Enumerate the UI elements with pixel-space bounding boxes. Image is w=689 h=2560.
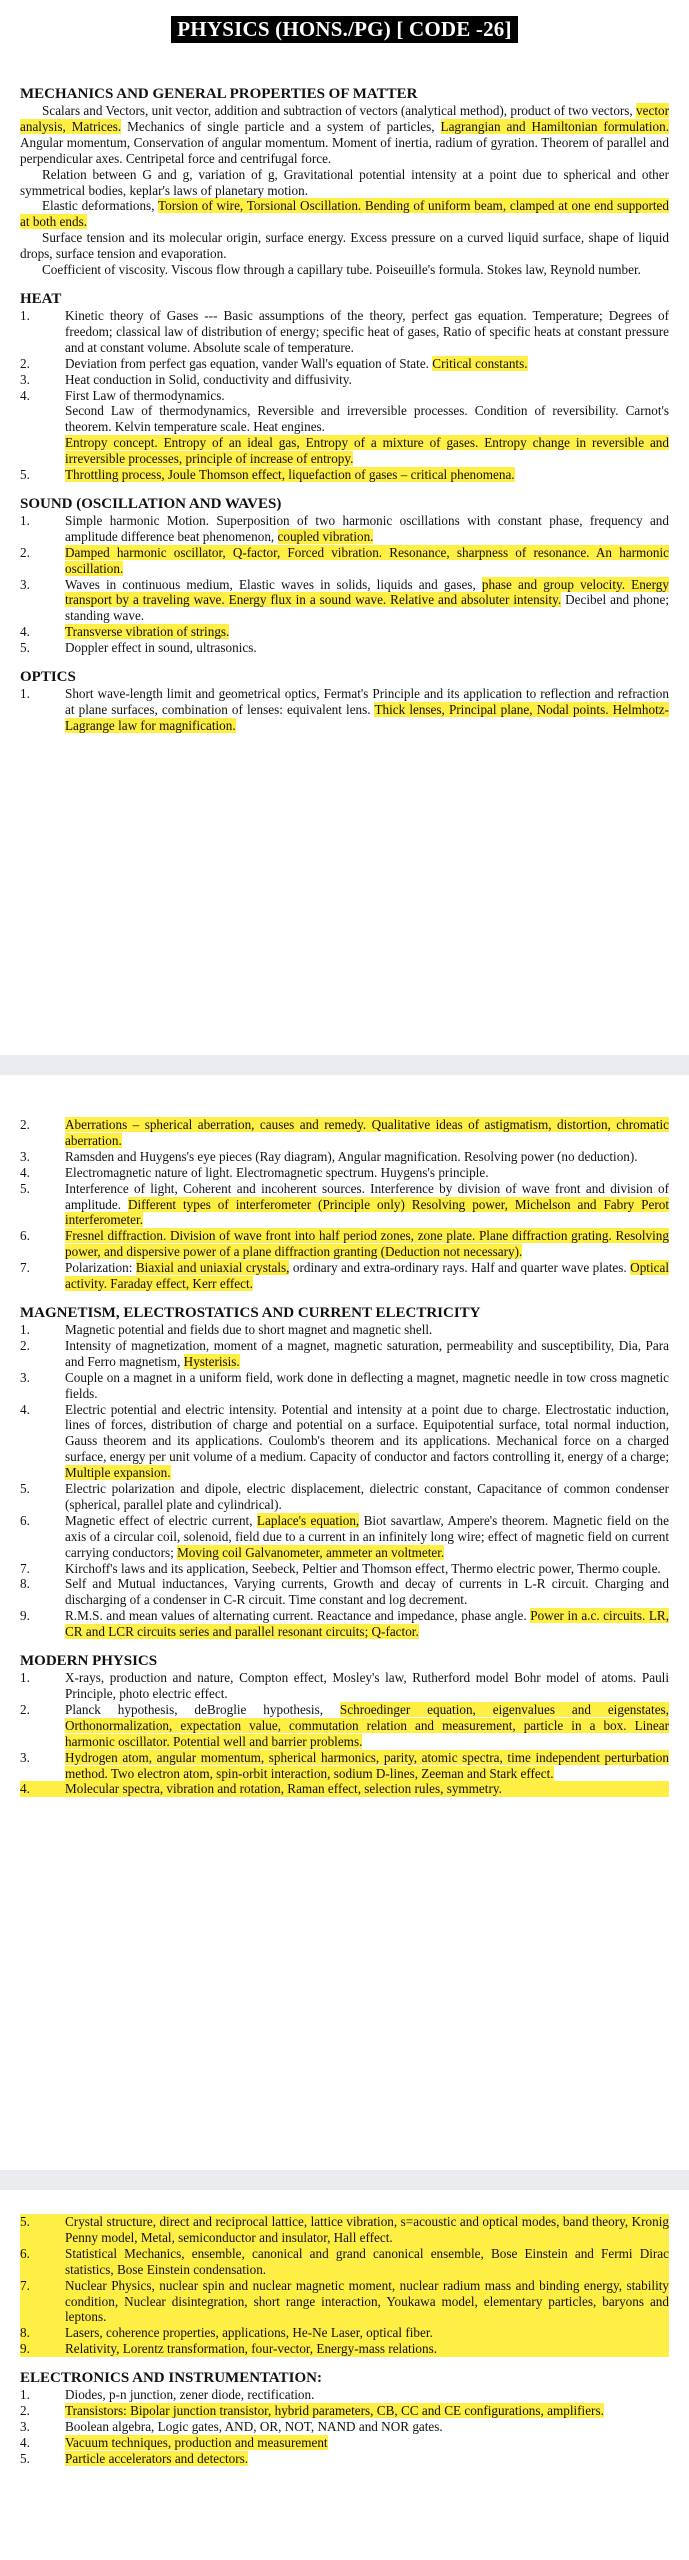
list-item: 3. Hydrogen atom, angular momentum, spherical harmonics, parity, atomic spectra, time independent perturbation method. Two electron atom, spin-orbit interaction, sodium D-lines, Zeeman and Stark effect. bbox=[20, 1749, 669, 1781]
mechanics-paragraph-4: Surface tension and its molecular origin, surface energy. Excess pressure on a curved liquid surface, shape of liquid drops, surface tension and evaporation. bbox=[20, 230, 669, 262]
list-item: 1. X-rays, production and nature, Compton effect, Mosley's law, Rutherford model Bohr model of atoms. Pauli Principle, photo electric effect. bbox=[20, 1670, 669, 1701]
list-item: 2. Damped harmonic oscillator, Q-factor, Forced vibration. Resonance, sharpness of resonance. An harmonic oscillation. bbox=[20, 544, 669, 576]
highlight: Moving coil Galvanometer, ammeter an voltmeter. bbox=[177, 1544, 445, 1560]
highlight: Biaxial and uniaxial crystals, bbox=[135, 1260, 290, 1276]
highlight: Entropy concept. Entropy of an ideal gas, Entropy of a mixture of gases. Entropy change in reversible and irreversible processes, principle of increase of entropy. bbox=[65, 435, 669, 467]
section-heading-heat: HEAT bbox=[20, 290, 62, 307]
list-item: 1. Kinetic theory of Gases --- Basic assumptions of the theory, perfect gas equation. Temperature; Degrees of freedom; classical law of distribution of energy; specific heat of gases, Ratio of specific heats at constant pressure and at constant volume. Absolute scale of temperature. bbox=[20, 307, 669, 355]
highlight: Particle accelerators and detectors. bbox=[65, 2450, 249, 2466]
highlight: Hysterisis. bbox=[183, 1353, 240, 1369]
highlight: coupled vibration. bbox=[277, 528, 374, 544]
list-item: 5. Interference of light, Coherent and incoherent sources. Interference by division of wave front and division of amplitude. Different types of interferometer (Principle only) Resolving power, Michelson and Fabry Perot interferometer. bbox=[20, 1180, 669, 1228]
mechanics-paragraph-3: Elastic deformations, Torsion of wire, Torsional Oscillation. Bending of uniform beam, clamped at one end supported at both ends. bbox=[20, 198, 669, 230]
list-item: 6. Magnetic effect of electric current, Laplace's equation, Biot savartlaw, Ampere's theorem. Magnetic field on the axis of a circular coil, solenoid, field due to a current in an infinitely long wire; effect of magnetic field on current carrying conductors; Moving coil Galvanometer, ammeter an voltmeter. bbox=[20, 1512, 669, 1560]
list-item: 5. Particle accelerators and detectors. bbox=[20, 2450, 249, 2466]
list-item: 2. Aberrations – spherical aberration, causes and remedy. Qualitative ideas of astigmatism, distortion, chromatic aberration. bbox=[20, 1117, 669, 1148]
list-item: 1. Short wave-length limit and geometrical optics, Fermat's Principle and its application to reflection and refraction at plane surfaces, combination of lenses: equivalent lens. Thick lenses, Principal plane, Nodal points. Helmhotz-Lagrange law for magnification. bbox=[20, 686, 669, 733]
highlight: Power in a.c. circuits. LR, CR and LCR circuits series and parallel resonant circuits; Q-factor. bbox=[65, 1608, 669, 1640]
highlight: Damped harmonic oscillator, Q-factor, Forced vibration. Resonance, sharpness of resonance. An harmonic oscillation. bbox=[65, 544, 669, 576]
list-item: 2. Planck hypothesis, deBroglie hypothesis, Schroedinger equation, eigenvalues and eigenstates, Orthonormalization, expectation value, commutation relation and measurement, particle in a box. Linear harmonic oscillator. Potential well and barrier problems. bbox=[20, 1701, 669, 1749]
highlight: Multiple expansion. bbox=[65, 1465, 171, 1481]
list-item: 7. Polarization: Biaxial and uniaxial crystals, ordinary and extra-ordinary rays. Half and quarter wave plates. Optical activity. Faraday effect, Kerr effect. bbox=[20, 1260, 669, 1292]
mechanics-paragraph-1: Scalars and Vectors, unit vector, addition and subtraction of vectors (analytical method), product of two vectors, vector analysis, Matrices. Mechanics of single particle and a system of particles, Lagrangian and Hamiltonian formulation. Angular momentum, Conservation of angular momentum. Moment of inertia, radium of gyration. Theorem of parallel and perpendicular axes. Centripetal force and centrifugal force. bbox=[20, 103, 669, 166]
section-heading-modern-physics: MODERN PHYSICS bbox=[20, 1653, 158, 1670]
list-item: 3. Ramsden and Huygens's eye pieces (Ray diagram), Angular magnification. Resolving power (no deduction). bbox=[20, 1148, 638, 1164]
list-item: 1. Diodes, p-n junction, zener diode, rectification. bbox=[20, 2387, 315, 2403]
list-item: 6. Statistical Mechanics, ensemble, canonical and grand canonical ensemble, Bose Einstein and Fermi Dirac statistics, Bose Einstein condensation. bbox=[20, 2245, 669, 2277]
highlight: Different types of interferometer (Principle only) Resolving power, Michelson and Fabry Perot interferometer. bbox=[65, 1196, 669, 1228]
magnetism-list bbox=[20, 1322, 669, 1640]
list-item: 4. Electromagnetic nature of light. Electromagnetic spectrum. Huygens's principle. bbox=[20, 1164, 489, 1180]
list-item: 4. Electric potential and electric intensity. Potential and intensity at a point due to charge. Electrostatic induction, lines of forces, distribution of charge and potential on a surface. Equipotential surface, total normal induction, Gauss theorem and its applications. Coulomb's theorem and its applications. Mechanical force on a charged surface, energy per unit volume of a medium. Capacity of conductor and factors controlling it, energy of a charge; Multiple expansion. bbox=[20, 1401, 669, 1481]
list-item: 4. Transverse vibration of strings. bbox=[20, 624, 230, 640]
list-item: 1. Magnetic potential and fields due to short magnet and magnetic shell. bbox=[20, 1321, 433, 1337]
modern-list-part-1 bbox=[20, 1670, 669, 1797]
highlight: Torsion of wire, Torsional Oscillation. Bending of uniform beam, clamped at one end supported at both ends. bbox=[20, 198, 669, 230]
list-item: 9. Relativity, Lorentz transformation, four-vector, Energy-mass relations. bbox=[20, 2341, 669, 2357]
list-item: 3. Couple on a magnet in a uniform field, work done in deflecting a magnet, magnetic needle in tow cross magnetic fields. bbox=[20, 1369, 669, 1401]
list-item: 5. Electric polarization and dipole, electric displacement, dielectric constant, Capacitance of common condenser (spherical, parallel plate and cylindrical). bbox=[20, 1481, 669, 1512]
list-item: 4. Molecular spectra, vibration and rotation, Raman effect, selection rules, symmetry. bbox=[20, 1781, 669, 1797]
highlight: Aberrations – spherical aberration, causes and remedy. Qualitative ideas of astigmatism, distortion, chromatic aberration. bbox=[65, 1117, 669, 1148]
highlight: Hydrogen atom, angular momentum, spherical harmonics, parity, atomic spectra, time independent perturbation method. Two electron atom, spin-orbit interaction, sodium D-lines, Zeeman and Stark effect. bbox=[65, 1749, 669, 1781]
highlight: phase and group velocity. Energy transport by a traveling wave. Energy flux in a sound wave. Relative and absoluter intensity. bbox=[65, 576, 669, 608]
list-item: 9. R.M.S. and mean values of alternating current. Reactance and impedance, phase angle. Power in a.c. circuits. LR, CR and LCR circuits series and parallel resonant circuits; Q-factor. bbox=[20, 1608, 669, 1640]
list-item: 6. Fresnel diffraction. Division of wave front into half period zones, zone plate. Plane diffraction grating. Resolving power, and dispersive power of a plane diffraction granting (Deduction not necessary). bbox=[20, 1228, 669, 1260]
electronics-list bbox=[20, 2387, 669, 2467]
list-item: 7. Kirchoff's laws and its application, Seebeck, Peltier and Thomson effect, Thermo electric power, Thermo couple. bbox=[20, 1560, 661, 1576]
list-item: 3. Heat conduction in Solid, conductivity and diffusivity. bbox=[20, 371, 352, 387]
section-heading-optics: OPTICS bbox=[20, 669, 76, 686]
highlight: Fresnel diffraction. Division of wave front into half period zones, zone plate. Plane diffraction grating. Resolving power, and dispersive power of a plane diffraction granting (Deduction not necessary). bbox=[65, 1228, 669, 1260]
section-heading-mechanics: MECHANICS AND GENERAL PROPERTIES OF MATTER bbox=[20, 86, 418, 102]
highlight: Laplace's equation, bbox=[256, 1512, 360, 1528]
highlight: Critical constants. bbox=[432, 355, 528, 371]
list-item: 2. Deviation from perfect gas equation, vander Wall's equation of State. Critical constants. bbox=[20, 355, 528, 371]
highlight: Vacuum techniques, production and measurement bbox=[65, 2434, 328, 2450]
mechanics-paragraph-2: Relation between G and g, variation of g, Gravitational potential intensity at a point due to spherical and other symmetrical bodies, keplar's laws of planetary motion. bbox=[20, 166, 669, 198]
page-1 bbox=[0, 0, 689, 1055]
optics-list-part-1 bbox=[20, 686, 669, 734]
title-wrap bbox=[20, 0, 669, 43]
list-item: 8. Self and Mutual inductances, Varying currents, Growth and decay of currents in L-R circuit. Charging and discharging of a condenser in C-R circuit. Time constant and log decrement. bbox=[20, 1576, 669, 1608]
highlight: Schroedinger equation, eigenvalues and eigenstates, Orthonormalization, expectation value, commutation relation and measurement, particle in a box. Linear harmonic oscillator. Potential well and barrier problems. bbox=[65, 1701, 669, 1749]
highlight: Throttling process, Joule Thomson effect, liquefaction of gases – critical phenomena. bbox=[65, 467, 515, 483]
list-item: 1. Simple harmonic Motion. Superposition of two harmonic oscillations with constant phase, frequency and amplitude difference beat phenomenon, coupled vibration. bbox=[20, 512, 669, 544]
highlight: Lagrangian and Hamiltonian formulation. bbox=[440, 118, 669, 134]
section-heading-magnetism: MAGNETISM, ELECTROSTATICS AND CURRENT ELECTRICITY bbox=[20, 1304, 481, 1321]
list-item: 5. Crystal structure, direct and reciprocal lattice, lattice vibration, s=acoustic and optical modes, band theory, Kronig Penny model, Metal, semiconductor and insulator, Hall effect. bbox=[20, 2214, 669, 2245]
list-item: 7. Nuclear Physics, nuclear spin and nuclear magnetic moment, nuclear radium mass and binding energy, stability condition, Nuclear disintegration, short range interaction, Youkawa model, elementary particles, baryons and leptons. bbox=[20, 2277, 669, 2325]
section-heading-sound: SOUND (OSCILLATION AND WAVES) bbox=[20, 495, 282, 512]
sound-list bbox=[20, 513, 669, 656]
list-item: 4. First Law of thermodynamics. Second Law of thermodynamics, Reversible and irreversible processes. Condition of reversibility. Carnot's theorem. Kelvin temperature scale. Heat engines. Entropy concept. Entropy of an ideal gas, Entropy of a mixture of gases. Entropy change in reversible and irreversible processes, principle of increase of entropy. bbox=[20, 387, 669, 467]
highlight: Transistors: Bipolar junction transistor, hybrid parameters, CB, CC and CE configurations, amplifiers. bbox=[65, 2403, 604, 2419]
list-item: 4. Vacuum techniques, production and measurement bbox=[20, 2434, 328, 2450]
heat-list bbox=[20, 308, 669, 483]
mechanics-paragraph-5: Coefficient of viscosity. Viscous flow through a capillary tube. Poiseuille's formula. Stokes law, Reynold number. bbox=[42, 262, 641, 278]
highlight: Thick lenses, Principal plane, Nodal points. Helmhotz-Lagrange law for magnification. bbox=[65, 702, 669, 733]
list-item: 2. Intensity of magnetization, moment of a magnet, magnetic saturation, permeability and susceptibility, Dia, Para and Ferro magnetism, Hysterisis. bbox=[20, 1337, 669, 1369]
page-2 bbox=[0, 1075, 689, 2170]
highlight: Transverse vibration of strings. bbox=[65, 624, 230, 640]
section-heading-electronics: ELECTRONICS AND INSTRUMENTATION: bbox=[20, 2370, 322, 2387]
list-item: 8. Lasers, coherence properties, applications, He-Ne Laser, optical fiber. bbox=[20, 2325, 669, 2341]
list-item: 3. Waves in continuous medium, Elastic waves in solids, liquids and gases, phase and group velocity. Energy transport by a traveling wave. Energy flux in a sound wave. Relative and absoluter intensity. Decibel and phone; standing wave. bbox=[20, 576, 669, 624]
list-item: 3. Boolean algebra, Logic gates, AND, OR, NOT, NAND and NOR gates. bbox=[20, 2418, 443, 2434]
list-item: 5. Throttling process, Joule Thomson effect, liquefaction of gases – critical phenomena. bbox=[20, 467, 515, 483]
page-3 bbox=[0, 2190, 689, 2560]
page-title: PHYSICS (HONS./PG) [ CODE -26] bbox=[171, 16, 517, 43]
highlight: vector analysis, Matrices. bbox=[20, 103, 669, 134]
list-item: 2. Transistors: Bipolar junction transistor, hybrid parameters, CB, CC and CE configurations, amplifiers. bbox=[20, 2403, 604, 2419]
optics-list-part-2 bbox=[20, 1117, 669, 1292]
modern-list-part-2 bbox=[20, 2214, 669, 2357]
highlight: Optical activity. Faraday effect, Kerr effect. bbox=[65, 1260, 669, 1292]
list-item: 5. Doppler effect in sound, ultrasonics. bbox=[20, 640, 257, 656]
